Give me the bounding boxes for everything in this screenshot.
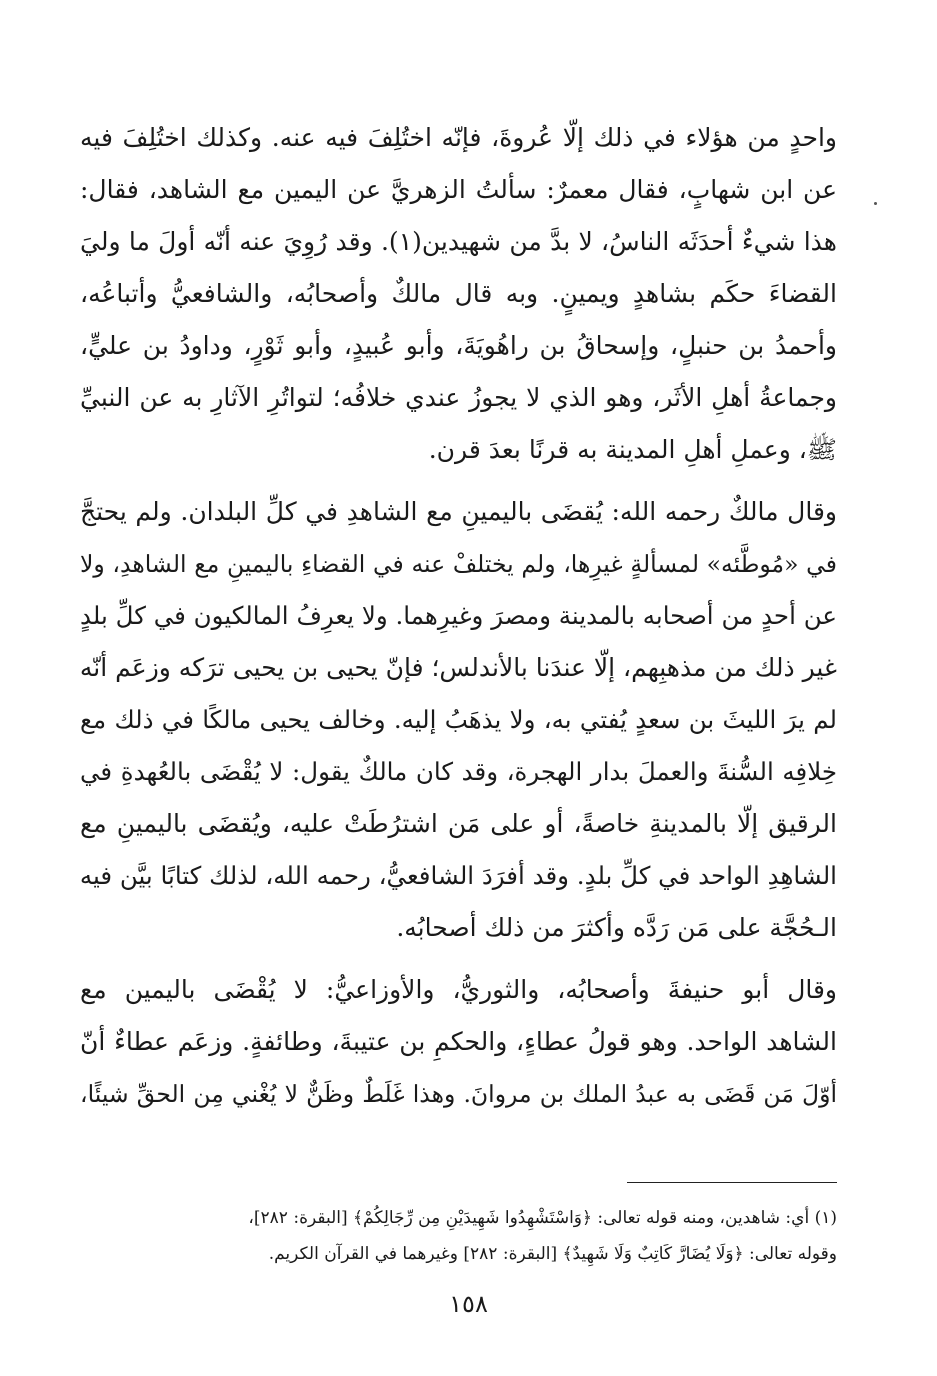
text-line: غير ذلك من مذهبِهم، إلّا عندَنا بالأندلس؛ فإنّ يحيى بن يحيى ترَكه وزعَم أنّه bbox=[80, 653, 837, 682]
main-text bbox=[80, 112, 837, 1120]
text-line: الشاهِدِ الواحد في كلِّ بلدٍ. وقد أفرَدَ الشافعيُّ، رحمه الله، لذلك كتابًا بيَّن فيه bbox=[80, 861, 837, 890]
text-line: واحدٍ من هؤلاء في ذلك إلّا عُروةَ، فإنّه اختُلِفَ فيه عنه. وكذلك اختُلِفَ فيه bbox=[80, 123, 837, 152]
footnotes bbox=[80, 1200, 837, 1272]
text-line: وجماعةُ أهلِ الأثَر، وهو الذي لا يجوزُ عندي خلافُه؛ لتواتُرِ الآثارِ به عن النبيِّ bbox=[80, 383, 837, 412]
footnote-line: وقوله تعالى: ﴿وَلَا يُضَارَّ كَاتِبٌ وَلَا شَهِيدٌ﴾ [البقرة: ٢٨٢] وغيرهما في القرآن الكريم. bbox=[268, 1244, 837, 1264]
paragraph-1 bbox=[80, 112, 837, 476]
text-line: هذا شيءٌ أحدَثَه الناسُ، لا بدَّ من شهيدين(١). وقد رُوِيَ عنه أنّه أولَ ما وليَ bbox=[80, 227, 837, 256]
footnote-separator bbox=[627, 1182, 837, 1183]
paragraph-3 bbox=[80, 964, 837, 1120]
text-line: عن ابن شهابٍ، فقال معمرٌ: سألتُ الزهريَّ عن اليمين مع الشاهد، فقال: bbox=[80, 175, 837, 204]
text-line: لم يرَ الليثَ بن سعدٍ يُفتي به، ولا يذهَبُ إليه. وخالف يحيى مالكًا في ذلك مع bbox=[80, 705, 837, 734]
paragraph-2 bbox=[80, 486, 837, 954]
text-line: ﷺ، وعملِ أهلِ المدينة به قرنًا بعدَ قرن. bbox=[428, 435, 837, 464]
text-line: في «مُوطَّئه» لمسألةٍ غيرِها، ولم يختلفْ عنه في القضاءِ باليمينِ مع الشاهدِ، ولا bbox=[80, 550, 837, 578]
text-line: وأحمدُ بن حنبلٍ، وإسحاقُ بن راهُويَةَ، وأبو عُبيدٍ، وأبو ثَوْرٍ، وداودُ بن عليٍّ، bbox=[80, 331, 837, 360]
text-line: خِلافِه السُّنةَ والعملَ بدار الهجرة، وقد كان مالكٌ يقول: لا يُقْضَى بالعُهدةِ في bbox=[80, 757, 837, 786]
text-line: وقال مالكٌ رحمه الله: يُقضَى باليمينِ مع الشاهدِ في كلِّ البلدان. ولم يحتجَّ bbox=[80, 497, 837, 526]
text-line: عن أحدٍ من أصحابه بالمدينة ومصرَ وغيرِهما. ولا يعرِفُ المالكيون في كلِّ بلدٍ bbox=[80, 601, 837, 630]
text-line: أوّلَ مَن قَضَى به عبدُ الملك بن مروانَ. وهذا غَلَطٌ وظَنٌّ لا يُغْني مِن الحقِّ شيئًا، bbox=[80, 1080, 837, 1108]
text-line: وقال أبو حنيفةَ وأصحابُه، والثوريُّ، والأوزاعيُّ: لا يُقْضَى باليمين مع bbox=[80, 975, 837, 1004]
footnote-line: (١) أي: شاهدين، ومنه قوله تعالى: ﴿وَاسْتَشْهِدُوا شَهِيدَيْنِ مِن رِّجَالِكُمْ﴾ [البقرة: ٢٨٢]، bbox=[248, 1208, 837, 1228]
page-number: ١٥٨ bbox=[449, 1290, 488, 1318]
text-line: الرقيق إلّا بالمدينةِ خاصةً، أو على مَن اشترُطَتْ عليه، ويُقضَى باليمينِ مع bbox=[80, 809, 837, 838]
text-line: الشاهد الواحد. وهو قولُ عطاءٍ، والحكمِ بن عتيبةَ، وطائفةٍ. وزعَم عطاءٌ أنّ bbox=[80, 1027, 837, 1056]
margin-dot bbox=[874, 202, 877, 205]
text-line: القضاءَ حكَم بشاهدٍ ويمينٍ. وبه قال مالكٌ وأصحابُه، والشافعيُّ وأتباعُه، bbox=[80, 279, 837, 308]
text-line: الـحُجَّة على مَن رَدَّه وأكثرَ من ذلك أصحابُه. bbox=[396, 913, 837, 942]
